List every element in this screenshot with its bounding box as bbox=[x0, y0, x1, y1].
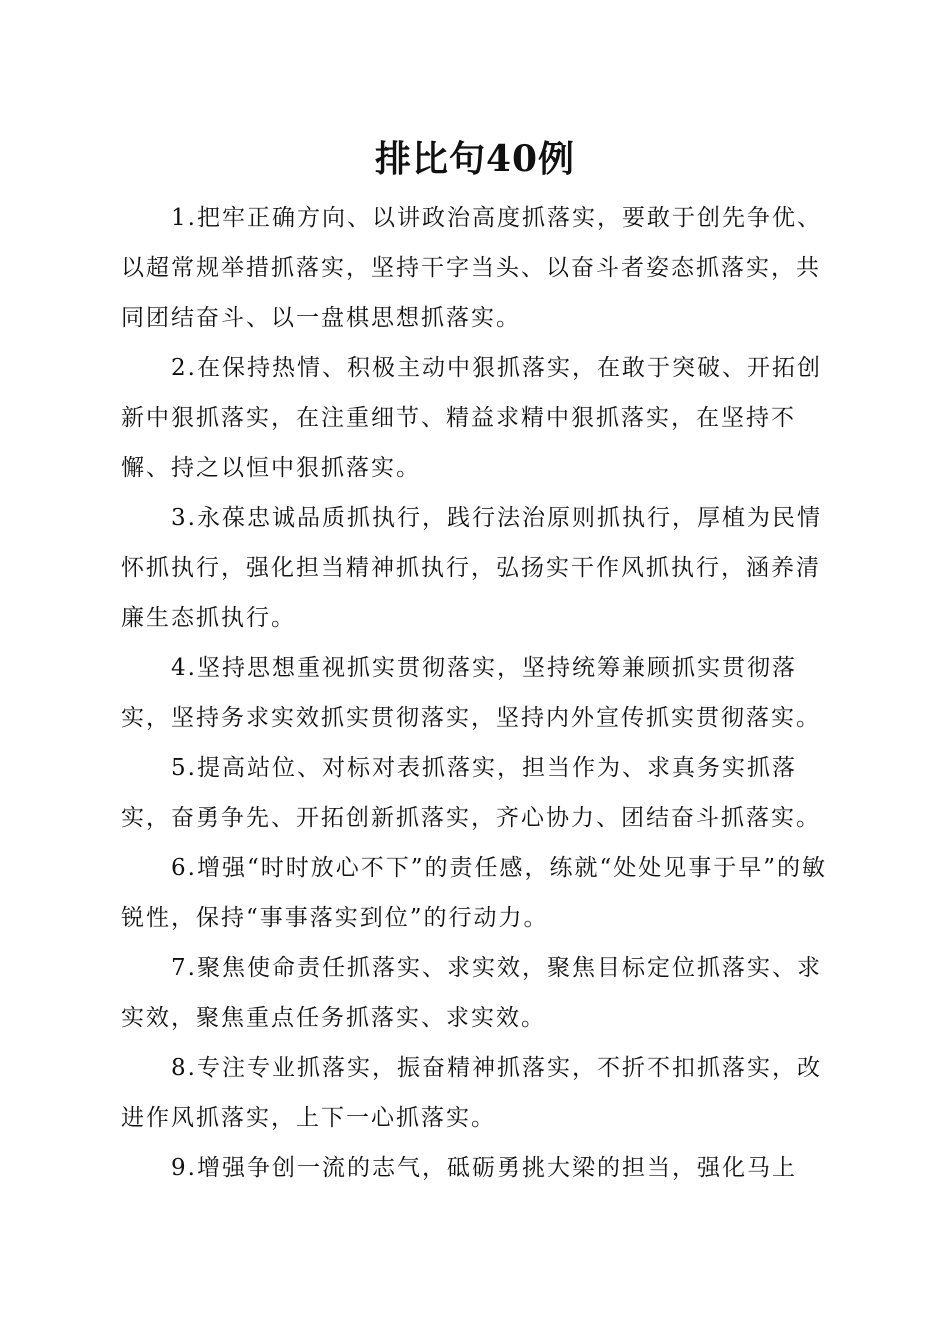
document-title: 排比句40例 bbox=[374, 138, 576, 180]
paragraph-1: 1.把牢正确方向、以讲政治高度抓落实，要敢于创先争优、以超常规举措抓落实，坚持干字当头、以奋斗者姿态抓落实，共同团结奋斗、以一盘棋思想抓落实。 bbox=[121, 205, 822, 331]
paragraph-5: 5.提高站位、对标对表抓落实，担当作为、求真务实抓落实，奋勇争先、开拓创新抓落实，齐心协力、团结奋斗抓落实。 bbox=[121, 755, 821, 831]
paragraph-7: 7.聚焦使命责任抓落实、求实效，聚焦目标定位抓落实、求实效，聚焦重点任务抓落实、求实效。 bbox=[121, 955, 822, 1031]
paragraph-6: 6.增强“时时放心不下”的责任感，练就“处处见事于早”的敏锐性，保持“事事落实到位”的行动力。 bbox=[121, 855, 827, 931]
paragraph-2: 2.在保持热情、积极主动中狠抓落实，在敢于突破、开拓创新中狠抓落实，在注重细节、精益求精中狠抓落实，在坚持不懈、持之以恒中狠抓落实。 bbox=[121, 355, 822, 481]
paragraph-8: 8.专注专业抓落实，振奋精神抓落实，不折不扣抓落实，改进作风抓落实，上下一心抓落实。 bbox=[121, 1055, 822, 1131]
paragraph-4: 4.坚持思想重视抓实贯彻落实，坚持统筹兼顾抓实贯彻落实，坚持务求实效抓实贯彻落实，坚持内外宣传抓实贯彻落实。 bbox=[121, 655, 821, 731]
document-body bbox=[121, 193, 836, 1193]
paragraph-9: 9.增强争创一流的志气，砥砺勇挑大梁的担当，强化马上 bbox=[171, 1155, 797, 1181]
paragraph-3: 3.永葆忠诚品质抓执行，践行法治原则抓执行，厚植为民情怀抓执行，强化担当精神抓执行，弘扬实干作风抓执行，涵养清廉生态抓执行。 bbox=[121, 505, 822, 631]
